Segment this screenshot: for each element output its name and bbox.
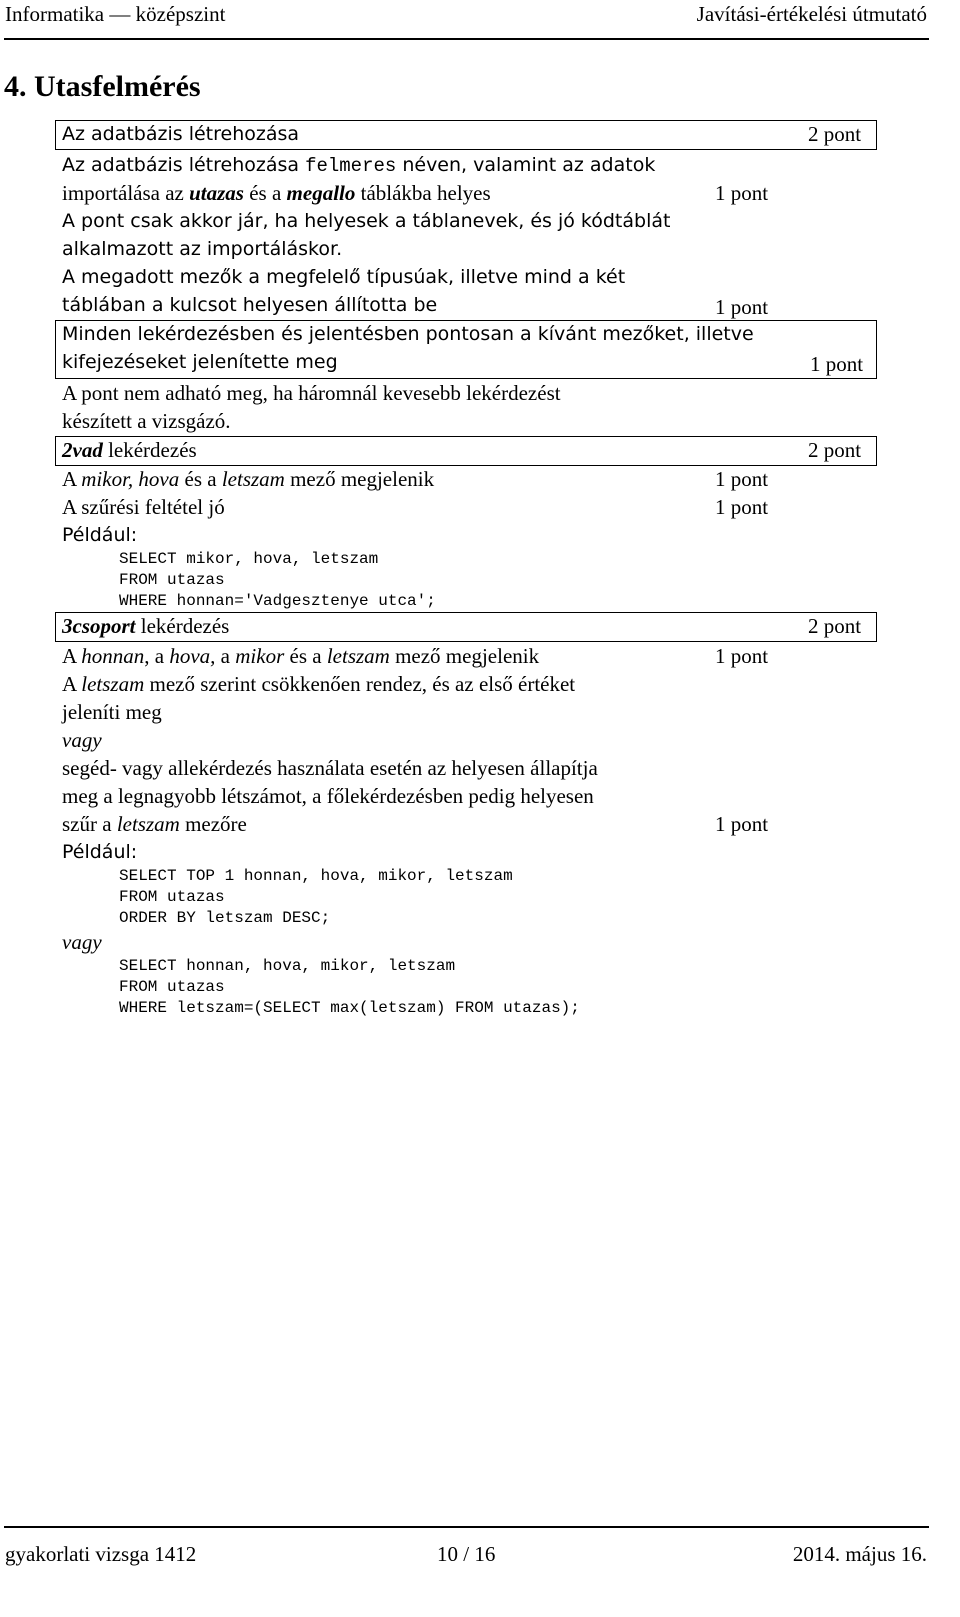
block4-code1-line1: SELECT TOP 1 honnan, hova, mikor, letszam	[119, 867, 513, 885]
block4-line2: A letszam mező szerint csökkenően rendez, és az első értéket	[62, 672, 576, 696]
block3-title: 2vad lekérdezés	[62, 438, 197, 462]
block1-line4: alkalmazott az importáláskor.	[62, 238, 343, 260]
block3-line2-points: 1 pont	[715, 495, 769, 519]
block1-line5: A megadott mezők a megfelelő típusúak, illetve mind a két	[62, 266, 626, 288]
block2-line1: Minden lekérdezésben és jelentésben pontosan a kívánt mezőket, illetve	[62, 323, 754, 345]
block2-line4: készített a vizsgázó.	[62, 409, 231, 433]
block1-total: 2 pont	[808, 122, 862, 146]
header-rule	[4, 38, 929, 40]
block4-example-label: Például:	[62, 841, 138, 863]
block4-line4: segéd- vagy allekérdezés használata esetén az helyesen állapítja	[62, 756, 598, 780]
block4-code1-line2: FROM utazas	[119, 888, 225, 906]
block4-code2-line3: WHERE letszam=(SELECT max(letszam) FROM utazas);	[119, 999, 580, 1017]
block4-code2-line1: SELECT honnan, hova, mikor, letszam	[119, 957, 456, 975]
block3-line1: A mikor, hova és a letszam mező megjelenik	[62, 467, 435, 491]
block4-line6-points: 1 pont	[715, 812, 769, 836]
block4-code1-line3: ORDER BY letszam DESC;	[119, 909, 331, 927]
db-name-code: felmeres	[305, 155, 397, 177]
block4-line1-points: 1 pont	[715, 644, 769, 668]
block4-or2: vagy	[62, 930, 102, 954]
block4-total: 2 pont	[808, 614, 862, 638]
block2-line3: A pont nem adható meg, ha háromnál kevesebb lekérdezést	[62, 381, 561, 405]
footer-right: 2014. május 16.	[792, 1542, 927, 1566]
block3-line2: A szűrési feltétel jó	[62, 495, 225, 519]
block1-line6: táblában a kulcsot helyesen állította be	[62, 294, 438, 316]
block3-code-line1: SELECT mikor, hova, letszam	[119, 550, 379, 568]
footer-left: gyakorlati vizsga 1412	[5, 1542, 197, 1566]
footer-rule	[4, 1526, 929, 1528]
block1-line1: Az adatbázis létrehozása felmeres néven, valamint az adatok	[62, 154, 656, 177]
block4-line6: szűr a letszam mezőre	[62, 812, 247, 836]
block3-total: 2 pont	[808, 438, 862, 462]
block1-title: Az adatbázis létrehozása	[62, 123, 300, 145]
block3-code-line2: FROM utazas	[119, 571, 225, 589]
block4-line1: A honnan, a hova, a mikor és a letszam mező megjelenik	[62, 644, 540, 668]
block4-code2-line2: FROM utazas	[119, 978, 225, 996]
header-right: Javítási-értékelési útmutató	[696, 2, 927, 26]
block4-line5: meg a legnagyobb létszámot, a főlekérdezésben pedig helyesen	[62, 784, 594, 808]
block3-code-line3: WHERE honnan='Vadgesztenye utca';	[119, 592, 436, 610]
block1-line2: importálása az utazas és a megallo táblákba helyes	[62, 181, 491, 205]
block3-line1-points: 1 pont	[715, 467, 769, 491]
block4-or1: vagy	[62, 728, 102, 752]
block4-title: 3csoport lekérdezés	[62, 614, 230, 638]
block1-line2-points: 1 pont	[715, 181, 769, 205]
block4-line3: jeleníti meg	[62, 700, 162, 724]
block1-line6-points: 1 pont	[715, 295, 769, 319]
block2-line2: kifejezéseket jelenítette meg	[62, 351, 338, 373]
section-title: 4. Utasfelmérés	[4, 70, 201, 103]
block1-line3: A pont csak akkor jár, ha helyesek a táblanevek, és jó kódtáblát	[62, 210, 671, 232]
footer-center: 10 / 16	[437, 1542, 496, 1566]
header-left: Informatika — középszint	[5, 2, 226, 26]
block2-points: 1 pont	[810, 352, 864, 376]
block3-example-label: Például:	[62, 524, 138, 546]
